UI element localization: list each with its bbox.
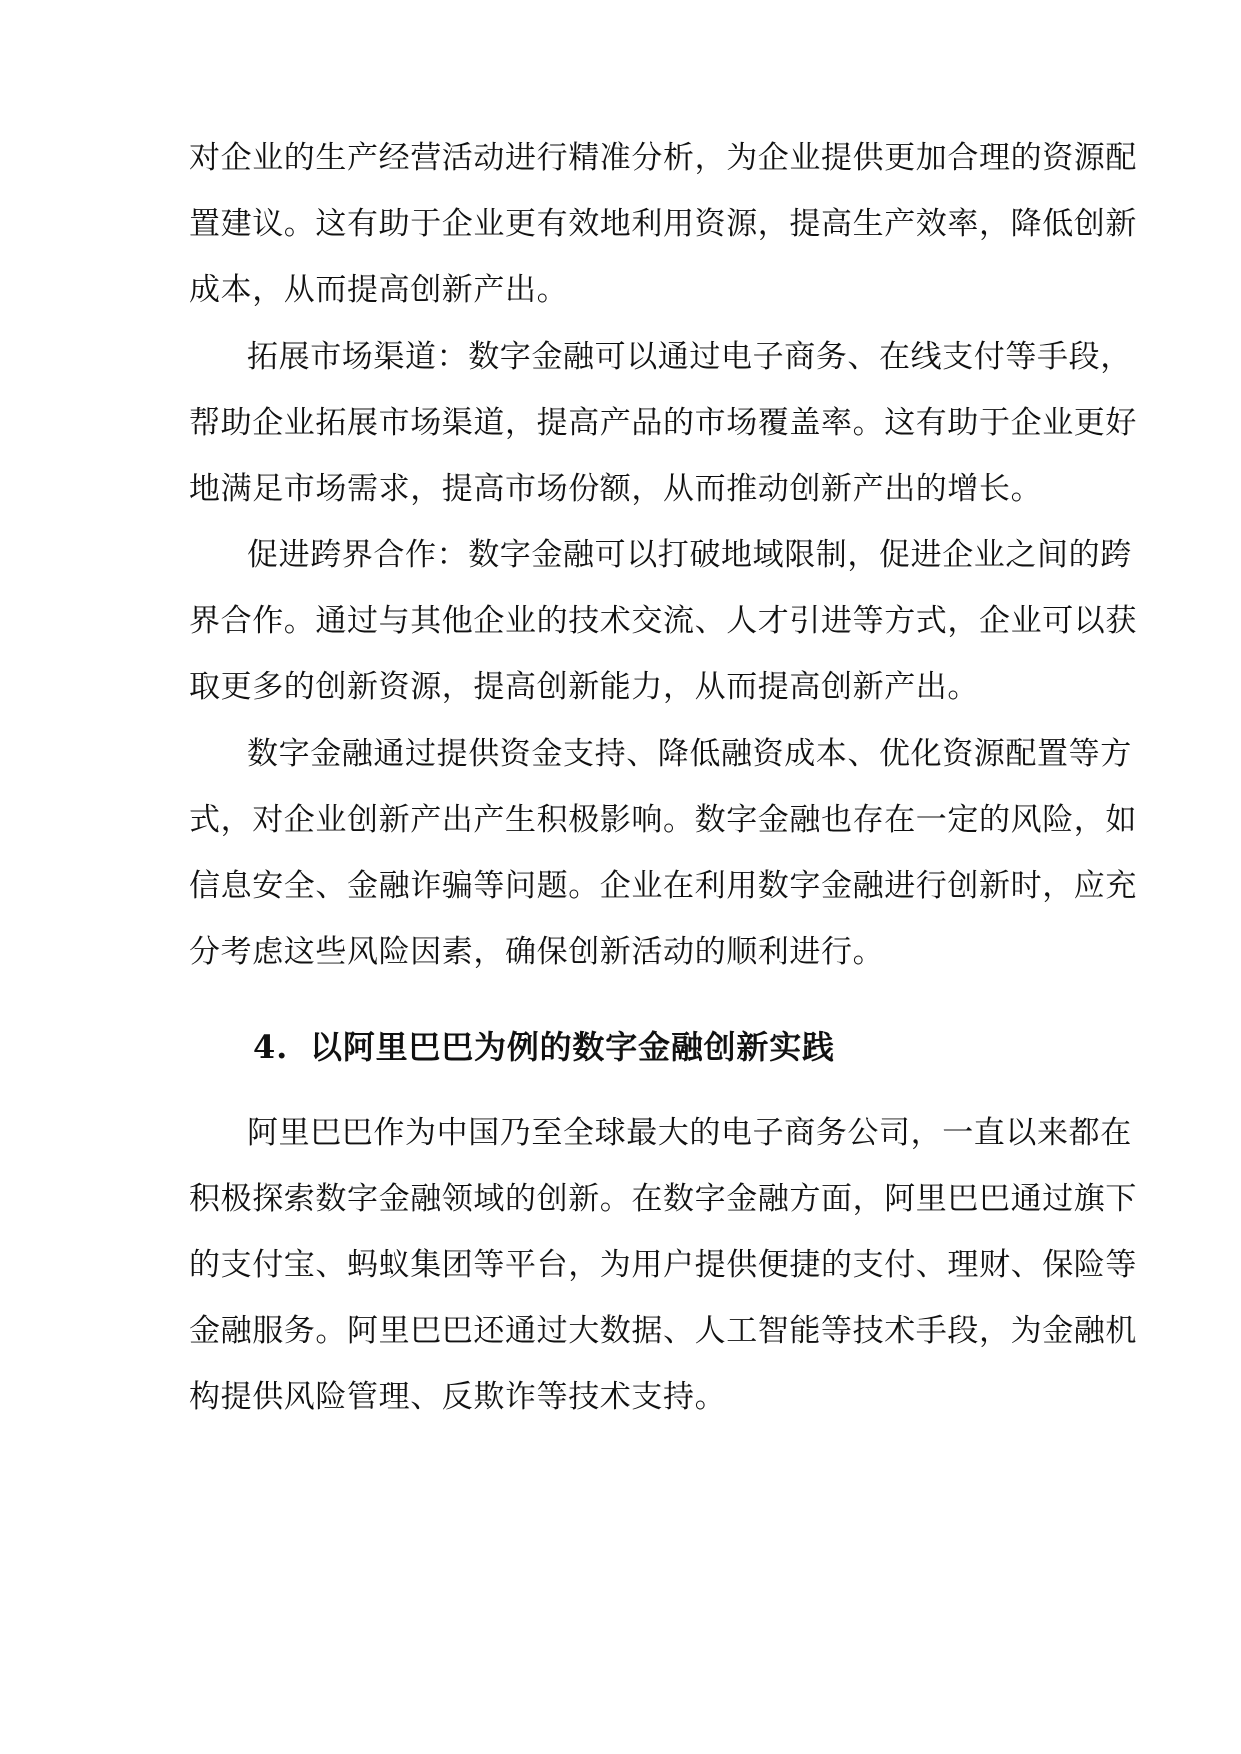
- section-heading: [253, 1026, 835, 1068]
- paragraph-4-line-3: 信息安全、金融诈骗等问题。企业在利用数字金融进行创新时，应充: [189, 868, 1137, 904]
- paragraph-3-line-1: 促进跨界合作：数字金融可以打破地域限制，促进企业之间的跨: [247, 537, 1132, 573]
- section-paragraph-line-2: 积极探索数字金融领域的创新。在数字金融方面，阿里巴巴通过旗下: [189, 1181, 1137, 1217]
- paragraph-4-line-4: 分考虑这些风险因素，确保创新活动的顺利进行。: [189, 934, 885, 970]
- section-number: 4.: [253, 1028, 289, 1066]
- paragraph-2-line-3: 地满足市场需求，提高市场份额，从而推动创新产出的增长。: [189, 471, 1043, 507]
- paragraph-3-line-2: 界合作。通过与其他企业的技术交流、人才引进等方式，企业可以获: [189, 603, 1137, 639]
- paragraph-1-line-3: 成本，从而提高创新产出。: [189, 272, 569, 308]
- paragraph-4-line-2: 式，对企业创新产出产生积极影响。数字金融也存在一定的风险，如: [189, 802, 1137, 838]
- paragraph-1-line-2: 置建议。这有助于企业更有效地利用资源，提高生产效率，降低创新: [189, 206, 1137, 242]
- section-paragraph-line-3: 的支付宝、蚂蚁集团等平台，为用户提供便捷的支付、理财、保险等: [189, 1247, 1137, 1283]
- section-paragraph-line-5: 构提供风险管理、反欺诈等技术支持。: [189, 1379, 727, 1415]
- paragraph-2-line-2: 帮助企业拓展市场渠道，提高产品的市场覆盖率。这有助于企业更好: [189, 405, 1137, 441]
- paragraph-1-line-1: 对企业的生产经营活动进行精准分析，为企业提供更加合理的资源配: [189, 140, 1137, 176]
- paragraph-2-line-1: 拓展市场渠道：数字金融可以通过电子商务、在线支付等手段，: [247, 339, 1132, 375]
- section-title: 以阿里巴巴为例的数字金融创新实践: [310, 1028, 835, 1066]
- paragraph-4-line-1: 数字金融通过提供资金支持、降低融资成本、优化资源配置等方: [247, 736, 1132, 772]
- paragraph-3-line-3: 取更多的创新资源，提高创新能力，从而提高创新产出。: [189, 669, 979, 705]
- section-paragraph-line-4: 金融服务。阿里巴巴还通过大数据、人工智能等技术手段，为金融机: [189, 1313, 1137, 1349]
- section-paragraph-line-1: 阿里巴巴作为中国乃至全球最大的电子商务公司，一直以来都在: [247, 1115, 1132, 1151]
